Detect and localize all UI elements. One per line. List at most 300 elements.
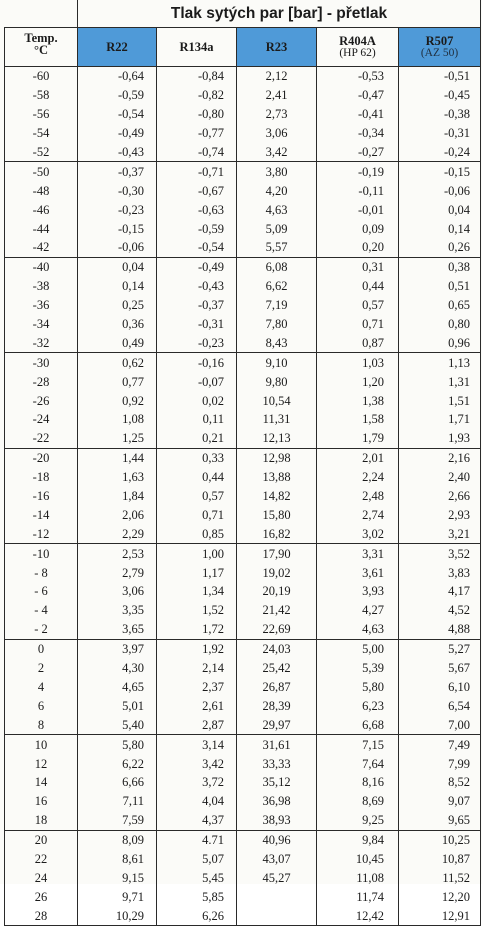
pressure-cell: 2,61: [157, 696, 237, 715]
temperature-column-header: [5, 28, 78, 67]
temperature-cell: - 2: [5, 620, 78, 639]
pressure-cell: -0,49: [157, 257, 237, 276]
pressure-cell: -0,43: [78, 143, 157, 162]
table-row: [5, 296, 481, 315]
pressure-cell: -0,07: [157, 372, 237, 391]
pressure-cell: 2,01: [317, 448, 399, 467]
pressure-cell: 21,42: [237, 601, 317, 620]
pressure-cell: -0,80: [157, 105, 237, 124]
pressure-cell: 0,20: [317, 238, 399, 257]
pressure-cell: 38,93: [237, 811, 317, 830]
pressure-cell: 4,88: [399, 620, 481, 639]
pressure-cell: 10,87: [399, 850, 481, 869]
temperature-cell: 4: [5, 678, 78, 697]
pressure-cell: 9,80: [237, 372, 317, 391]
pressure-cell: 1,51: [399, 391, 481, 410]
temperature-cell: -42: [5, 238, 78, 257]
pressure-cell: 0,44: [157, 468, 237, 487]
pressure-cell: 8,52: [399, 773, 481, 792]
pressure-cell: 0,14: [78, 277, 157, 296]
pressure-cell: 0,31: [317, 257, 399, 276]
column-header-row: [5, 28, 481, 67]
pressure-cell: 2,37: [157, 678, 237, 697]
pressure-cell: 3,97: [78, 639, 157, 658]
table-row: [5, 277, 481, 296]
temperature-cell: - 4: [5, 601, 78, 620]
pressure-cell: 2,24: [317, 468, 399, 487]
pressure-cell: -0,31: [399, 124, 481, 143]
table-row: [5, 754, 481, 773]
saturated-vapour-pressure-table: [4, 0, 481, 926]
temperature-cell: 22: [5, 850, 78, 869]
pressure-cell: -0,37: [78, 162, 157, 181]
table-row: [5, 219, 481, 238]
pressure-cell: 2,14: [157, 659, 237, 678]
pressure-cell: 3,35: [78, 601, 157, 620]
pressure-cell: 12,42: [317, 906, 399, 925]
table-row: [5, 582, 481, 601]
table-row: [5, 143, 481, 162]
pressure-cell: 2,74: [317, 505, 399, 524]
pressure-cell: 3,21: [399, 524, 481, 543]
pressure-cell: 31,61: [237, 735, 317, 754]
pressure-cell: -0,01: [317, 200, 399, 219]
pressure-cell: 3,80: [237, 162, 317, 181]
pressure-cell: 0,96: [399, 333, 481, 352]
pressure-cell: 0,57: [317, 296, 399, 315]
temperature-cell: -46: [5, 200, 78, 219]
table-row: [5, 124, 481, 143]
pressure-cell: 12,20: [399, 887, 481, 906]
pressure-cell: -0,71: [157, 162, 237, 181]
pressure-cell: -0,23: [157, 333, 237, 352]
pressure-cell: 4,04: [157, 792, 237, 811]
pressure-cell: 2,41: [237, 86, 317, 105]
pressure-cell: 2,12: [237, 67, 317, 86]
refrigerant-header-0: [78, 28, 157, 67]
pressure-cell: 8,16: [317, 773, 399, 792]
pressure-cell: 19,02: [237, 563, 317, 582]
pressure-cell: -0,59: [78, 86, 157, 105]
pressure-cell: 0,57: [157, 487, 237, 506]
table-row: [5, 429, 481, 448]
temperature-cell: -16: [5, 487, 78, 506]
pressure-cell: 12,98: [237, 448, 317, 467]
pressure-cell: 45,27: [237, 868, 317, 887]
pressure-cell: 7,19: [237, 296, 317, 315]
pressure-cell: 0,38: [399, 257, 481, 276]
temperature-cell: -48: [5, 181, 78, 200]
pressure-cell: 2,48: [317, 487, 399, 506]
refrigerant-name: R507: [425, 34, 454, 48]
temperature-cell: -14: [5, 505, 78, 524]
table-row: [5, 563, 481, 582]
pressure-cell: 7,11: [78, 792, 157, 811]
table-row: [5, 162, 481, 181]
temperature-cell: -50: [5, 162, 78, 181]
pressure-cell: 0,62: [78, 353, 157, 372]
pressure-cell: -0,38: [399, 105, 481, 124]
pressure-cell: -0,59: [157, 219, 237, 238]
table-row: [5, 333, 481, 352]
pressure-cell: 10,29: [78, 906, 157, 925]
pressure-cell: -0,15: [399, 162, 481, 181]
pressure-cell: 4,20: [237, 181, 317, 200]
table-row: [5, 850, 481, 869]
temperature-cell: 6: [5, 696, 78, 715]
pressure-cell: -0,54: [78, 105, 157, 124]
pressure-cell: -0,15: [78, 219, 157, 238]
pressure-cell: 1,93: [399, 429, 481, 448]
pressure-cell: 0,02: [157, 391, 237, 410]
pressure-cell: -0,53: [317, 67, 399, 86]
pressure-cell: 0,11: [157, 410, 237, 429]
table-row: [5, 678, 481, 697]
pressure-cell: 5,27: [399, 639, 481, 658]
pressure-cell: 5,01: [78, 696, 157, 715]
temperature-cell: 12: [5, 754, 78, 773]
pressure-cell: 4,37: [157, 811, 237, 830]
pressure-cell: 43,07: [237, 850, 317, 869]
temperature-cell: -18: [5, 468, 78, 487]
pressure-cell: 16,82: [237, 524, 317, 543]
pressure-cell: 6,08: [237, 257, 317, 276]
pressure-cell: 1,13: [399, 353, 481, 372]
refrigerant-name: R404A: [339, 34, 376, 48]
pressure-cell: -0,82: [157, 86, 237, 105]
pressure-cell: 8,09: [78, 830, 157, 849]
pressure-cell: 9,65: [399, 811, 481, 830]
temperature-cell: -38: [5, 277, 78, 296]
pressure-cell: 8,61: [78, 850, 157, 869]
pressure-cell: 6,26: [157, 906, 237, 925]
pressure-cell: 36,98: [237, 792, 317, 811]
pressure-cell: 2,16: [399, 448, 481, 467]
pressure-cell: 6,10: [399, 678, 481, 697]
pressure-cell: -0,47: [317, 86, 399, 105]
pressure-cell: 4,52: [399, 601, 481, 620]
pressure-cell: 0,14: [399, 219, 481, 238]
pressure-cell: 3,14: [157, 735, 237, 754]
pressure-cell: -0,27: [317, 143, 399, 162]
pressure-cell: 13,88: [237, 468, 317, 487]
refrigerant-name: R22: [106, 40, 128, 54]
table-row: [5, 391, 481, 410]
table-title: Tlak sytých par [bar] - přetlak: [78, 0, 481, 28]
temperature-header-label: Temp.: [24, 31, 58, 45]
pressure-cell: 7,00: [399, 715, 481, 734]
refrigerant-header-1: [157, 28, 237, 67]
temperature-cell: -30: [5, 353, 78, 372]
temperature-cell: 28: [5, 906, 78, 925]
temperature-cell: -36: [5, 296, 78, 315]
temperature-cell: 16: [5, 792, 78, 811]
table-row: [5, 372, 481, 391]
table-row: [5, 410, 481, 429]
pressure-cell: -0,63: [157, 200, 237, 219]
temperature-cell: - 8: [5, 563, 78, 582]
pressure-cell: -0,24: [399, 143, 481, 162]
pressure-cell: 7,49: [399, 735, 481, 754]
pressure-cell: 2,93: [399, 505, 481, 524]
pressure-cell: 1,34: [157, 582, 237, 601]
pressure-cell: 4,63: [317, 620, 399, 639]
table-row: [5, 487, 481, 506]
pressure-cell: 15,80: [237, 505, 317, 524]
temperature-cell: -10: [5, 544, 78, 563]
pressure-cell: 1,44: [78, 448, 157, 467]
temperature-cell: -22: [5, 429, 78, 448]
pressure-cell: 0,92: [78, 391, 157, 410]
temperature-header-unit: °C: [33, 43, 49, 57]
pressure-cell: 4,30: [78, 659, 157, 678]
pressure-cell: -0,34: [317, 124, 399, 143]
temperature-cell: 26: [5, 887, 78, 906]
table-row: [5, 639, 481, 658]
pressure-cell: 0,49: [78, 333, 157, 352]
pressure-cell: 12,91: [399, 906, 481, 925]
pressure-cell: 0,26: [399, 238, 481, 257]
temperature-cell: -26: [5, 391, 78, 410]
pressure-cell: 3,31: [317, 544, 399, 563]
pressure-cell: 5,39: [317, 659, 399, 678]
pressure-cell: -0,67: [157, 181, 237, 200]
pressure-cell: -0,06: [78, 238, 157, 257]
pressure-cell: 4,65: [78, 678, 157, 697]
pressure-cell: 0,65: [399, 296, 481, 315]
pressure-cell: 4.71: [157, 830, 237, 849]
pressure-cell: -0,54: [157, 238, 237, 257]
temperature-cell: -58: [5, 86, 78, 105]
pressure-cell: 0,44: [317, 277, 399, 296]
pressure-cell: 5,67: [399, 659, 481, 678]
pressure-cell: 2,29: [78, 524, 157, 543]
pressure-cell: 5,07: [157, 850, 237, 869]
table-row: [5, 468, 481, 487]
temperature-cell: -20: [5, 448, 78, 467]
table-row: [5, 200, 481, 219]
pressure-cell: 1,79: [317, 429, 399, 448]
temperature-cell: 24: [5, 868, 78, 887]
pressure-cell: 11,52: [399, 868, 481, 887]
pressure-cell: [237, 887, 317, 906]
pressure-cell: 26,87: [237, 678, 317, 697]
pressure-cell: 4,17: [399, 582, 481, 601]
pressure-cell: 3,93: [317, 582, 399, 601]
pressure-cell: 10,25: [399, 830, 481, 849]
pressure-cell: -0,23: [78, 200, 157, 219]
table-row: [5, 715, 481, 734]
pressure-cell: 3,65: [78, 620, 157, 639]
pressure-cell: 35,12: [237, 773, 317, 792]
pressure-cell: -0,49: [78, 124, 157, 143]
pressure-cell: 1,03: [317, 353, 399, 372]
temperature-cell: 10: [5, 735, 78, 754]
pressure-cell: 1,52: [157, 601, 237, 620]
temperature-cell: -28: [5, 372, 78, 391]
table-row: [5, 830, 481, 849]
pressure-cell: 3,06: [237, 124, 317, 143]
pressure-cell: 5,80: [78, 735, 157, 754]
pressure-cell: 9,84: [317, 830, 399, 849]
table-row: [5, 868, 481, 887]
pressure-cell: -0,77: [157, 124, 237, 143]
pressure-cell: 0,77: [78, 372, 157, 391]
table-row: [5, 735, 481, 754]
pressure-cell: 0,04: [399, 200, 481, 219]
pressure-cell: 1,84: [78, 487, 157, 506]
temperature-cell: -34: [5, 315, 78, 334]
pressure-cell: 9,10: [237, 353, 317, 372]
refrigerant-name: R134a: [179, 40, 214, 54]
pressure-cell: 0,25: [78, 296, 157, 315]
refrigerant-header-4: [399, 28, 481, 67]
pressure-cell: 0,87: [317, 333, 399, 352]
title-row: [5, 0, 481, 28]
pressure-cell: 6,23: [317, 696, 399, 715]
refrigerant-alt-name: (AZ 50): [420, 47, 459, 59]
pressure-cell: 6,62: [237, 277, 317, 296]
pressure-cell: -0,51: [399, 67, 481, 86]
temperature-cell: -56: [5, 105, 78, 124]
pressure-cell: 7,15: [317, 735, 399, 754]
pressure-cell: 1,63: [78, 468, 157, 487]
pressure-cell: 29,97: [237, 715, 317, 734]
pressure-cell: 5,00: [317, 639, 399, 658]
pressure-cell: 3,83: [399, 563, 481, 582]
temperature-cell: -40: [5, 257, 78, 276]
pressure-cell: 0,85: [157, 524, 237, 543]
pressure-cell: -0,74: [157, 143, 237, 162]
pressure-cell: 7,99: [399, 754, 481, 773]
pressure-cell: 9,15: [78, 868, 157, 887]
table-row: [5, 773, 481, 792]
refrigerant-name: R23: [265, 40, 288, 54]
pressure-cell: 5,09: [237, 219, 317, 238]
pressure-cell: 6,68: [317, 715, 399, 734]
table-row: [5, 353, 481, 372]
pressure-cell: 11,31: [237, 410, 317, 429]
pressure-cell: 5,80: [317, 678, 399, 697]
temperature-cell: 8: [5, 715, 78, 734]
temperature-cell: 0: [5, 639, 78, 658]
pressure-cell: 1,00: [157, 544, 237, 563]
pressure-cell: 5,45: [157, 868, 237, 887]
pressure-cell: 0,09: [317, 219, 399, 238]
temperature-cell: -60: [5, 67, 78, 86]
temperature-cell: - 6: [5, 582, 78, 601]
pressure-cell: 3,42: [157, 754, 237, 773]
pressure-cell: 1,71: [399, 410, 481, 429]
pressure-cell: 2,53: [78, 544, 157, 563]
pressure-cell: -0,64: [78, 67, 157, 86]
pressure-cell: 1,08: [78, 410, 157, 429]
pressure-cell: 1,25: [78, 429, 157, 448]
refrigerant-alt-name: (HP 62): [339, 47, 376, 59]
pressure-cell: 1,38: [317, 391, 399, 410]
temperature-cell: 20: [5, 830, 78, 849]
pressure-cell: 3,72: [157, 773, 237, 792]
pressure-cell: 20,19: [237, 582, 317, 601]
pressure-cell: 2,79: [78, 563, 157, 582]
refrigerant-header-3: [317, 28, 399, 67]
pressure-cell: 3,61: [317, 563, 399, 582]
temperature-cell: -54: [5, 124, 78, 143]
table-row: [5, 315, 481, 334]
pressure-cell: 3,52: [399, 544, 481, 563]
pressure-cell: 10,54: [237, 391, 317, 410]
corner-cell: [5, 0, 78, 28]
pressure-cell: 3,02: [317, 524, 399, 543]
temperature-cell: -24: [5, 410, 78, 429]
pressure-cell: 0,21: [157, 429, 237, 448]
temperature-cell: 14: [5, 773, 78, 792]
pressure-cell: -0,16: [157, 353, 237, 372]
table-row: [5, 601, 481, 620]
pressure-cell: -0,43: [157, 277, 237, 296]
table-row: [5, 67, 481, 86]
pressure-cell: 1,20: [317, 372, 399, 391]
refrigerant-header-2: [237, 28, 317, 67]
pressure-cell: 33,33: [237, 754, 317, 773]
pressure-cell: 28,39: [237, 696, 317, 715]
temperature-cell: -12: [5, 524, 78, 543]
pressure-cell: 1,17: [157, 563, 237, 582]
pressure-cell: 6,22: [78, 754, 157, 773]
pressure-cell: 7,64: [317, 754, 399, 773]
pressure-cell: 17,90: [237, 544, 317, 563]
pressure-cell: -0,31: [157, 315, 237, 334]
pressure-cell: 0,71: [317, 315, 399, 334]
pressure-cell: 8,69: [317, 792, 399, 811]
pressure-cell: -0,41: [317, 105, 399, 124]
table-row: [5, 887, 481, 906]
pressure-cell: 6,54: [399, 696, 481, 715]
table-row: [5, 696, 481, 715]
pressure-cell: 2,66: [399, 487, 481, 506]
pressure-cell: 0,71: [157, 505, 237, 524]
table-row: [5, 505, 481, 524]
temperature-cell: 2: [5, 659, 78, 678]
pressure-cell: 0,04: [78, 257, 157, 276]
table-row: [5, 257, 481, 276]
pressure-cell: 2,40: [399, 468, 481, 487]
pressure-cell: -0,19: [317, 162, 399, 181]
pressure-cell: 5,57: [237, 238, 317, 257]
table-row: [5, 238, 481, 257]
table-row: [5, 811, 481, 830]
pressure-cell: -0,06: [399, 181, 481, 200]
pressure-cell: 4,63: [237, 200, 317, 219]
pressure-cell: 3,42: [237, 143, 317, 162]
pressure-cell: [237, 906, 317, 925]
pressure-cell: 9,25: [317, 811, 399, 830]
pressure-cell: 5,85: [157, 887, 237, 906]
pressure-cell: 0,51: [399, 277, 481, 296]
pressure-cell: -0,84: [157, 67, 237, 86]
pressure-cell: 0,80: [399, 315, 481, 334]
pressure-cell: -0,37: [157, 296, 237, 315]
table-row: [5, 448, 481, 467]
table-row: [5, 906, 481, 925]
pressure-cell: 3,06: [78, 582, 157, 601]
pressure-cell: 7,59: [78, 811, 157, 830]
pressure-cell: 4,27: [317, 601, 399, 620]
pressure-cell: 11,08: [317, 868, 399, 887]
pressure-cell: 9,07: [399, 792, 481, 811]
table-row: [5, 524, 481, 543]
pressure-cell: 9,71: [78, 887, 157, 906]
